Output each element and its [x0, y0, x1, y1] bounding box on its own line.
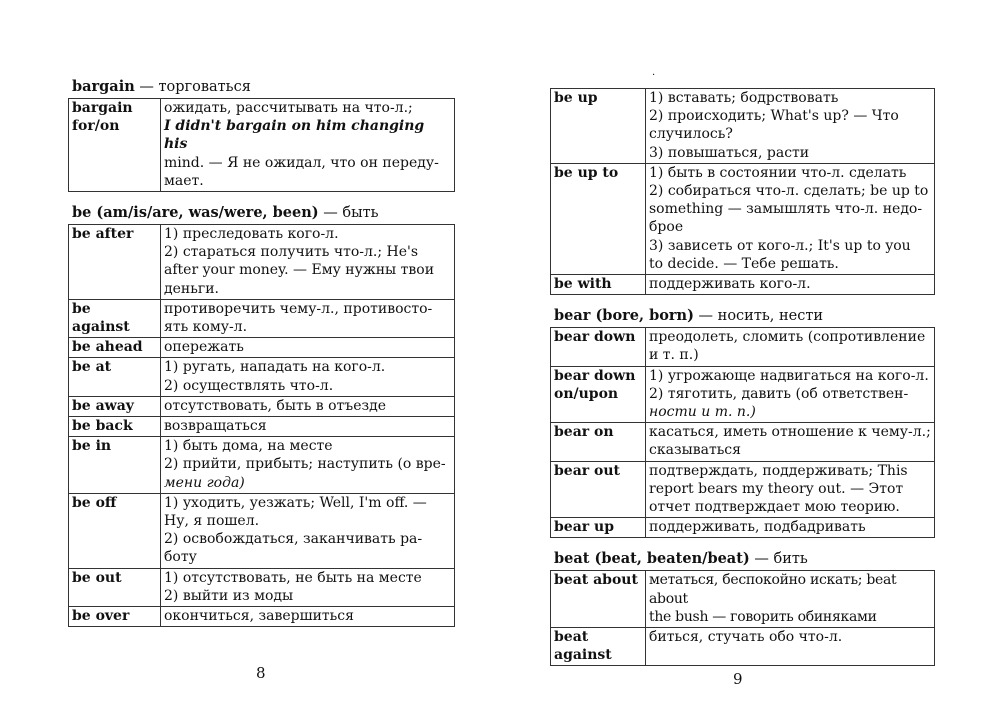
- table-row: [551, 423, 935, 461]
- term-cell: be back: [69, 417, 161, 437]
- definition-cell: окончиться, завершиться: [161, 607, 455, 627]
- definition-cell: преодолеть, сломить (сопротивление и т. п.): [646, 328, 935, 366]
- headword-bargain: bargain — торговаться: [72, 78, 251, 95]
- definition-cell: 1) отсутствовать, не быть на месте 2) выйти из моды: [161, 568, 455, 606]
- term-cell: bear on: [551, 423, 646, 461]
- print-speck: ·: [652, 70, 656, 81]
- term-cell: be up: [551, 89, 646, 164]
- left-page: [68, 78, 455, 639]
- table-row: [69, 437, 455, 494]
- definition-cell: биться, стучать обо что-л.: [646, 628, 935, 666]
- definition-cell: возвращаться: [161, 417, 455, 437]
- table-row: [551, 163, 935, 274]
- definition-cell: подтверждать, поддерживать; This report bears my theory out. — Этот отчет подтверждает мою теорию.: [646, 461, 935, 518]
- term-cell: be over: [69, 607, 161, 627]
- table-row: [69, 493, 455, 568]
- definition-cell: опережать: [161, 338, 455, 358]
- table-row: [69, 338, 455, 358]
- term-cell: bargain for/on: [69, 99, 161, 192]
- entry-table-be: [68, 224, 455, 627]
- table-row: [551, 461, 935, 518]
- definition-cell: 1) быть дома, на месте 2) прийти, прибыть; наступить (о вре- мени года): [161, 437, 455, 494]
- table-row: [551, 328, 935, 366]
- table-row: [69, 358, 455, 396]
- entry-table-bargain: [68, 98, 455, 192]
- term-cell: be after: [69, 225, 161, 300]
- term-cell: beat about: [551, 571, 646, 628]
- term-cell: be at: [69, 358, 161, 396]
- definition-cell: 1) вставать; бодрствовать 2) происходить; What's up? — Что случилось? 3) повышаться, расти: [646, 89, 935, 164]
- definition-cell: 1) ругать, нападать на кого-л. 2) осуществлять что-л.: [161, 358, 455, 396]
- entry-table-beat: [550, 570, 935, 666]
- term-cell: bear up: [551, 518, 646, 538]
- definition-cell: касаться, иметь отношение к чему-л.; сказываться: [646, 423, 935, 461]
- headword-bear: bear (bore, born) — носить, нести: [554, 307, 824, 325]
- term-cell: be in: [69, 437, 161, 494]
- term-cell: bear down: [551, 328, 646, 366]
- table-row: [69, 607, 455, 627]
- table-row: [69, 299, 455, 337]
- table-row: [69, 417, 455, 437]
- table-row: [69, 99, 455, 192]
- definition-cell: поддерживать, подбадривать: [646, 518, 935, 538]
- term-cell: bear down on/upon: [551, 366, 646, 423]
- term-cell: be ahead: [69, 338, 161, 358]
- definition-cell: ожидать, рассчитывать на что-л.; I didn't bargain on him changing his mind. — Я не ожидал, что он переду- мает.: [161, 99, 455, 192]
- definition-cell: 1) быть в состоянии что-л. сделать 2) собираться что-л. сделать; be up to something — замышлять что-л. недо- брое 3) зависеть от кого-л.; It's up to you to decide. — Тебе решать.: [646, 163, 935, 274]
- definition-cell: 1) преследовать кого-л. 2) стараться получить что-л.; He's after your money. — Ему нужны твои деньги.: [161, 225, 455, 300]
- definition-cell: метаться, беспокойно искать; beat about the bush — говорить обиняками: [646, 571, 935, 628]
- table-row: [551, 89, 935, 164]
- right-page: [550, 88, 935, 666]
- page-number-left: 8: [256, 664, 266, 682]
- page-number-right: 9: [733, 670, 743, 688]
- term-cell: be off: [69, 493, 161, 568]
- table-row: [551, 518, 935, 538]
- table-row: [69, 396, 455, 416]
- definition-cell: поддерживать кого-л.: [646, 275, 935, 295]
- headword-beat: beat (beat, beaten/beat) — бить: [554, 550, 808, 568]
- term-cell: bear out: [551, 461, 646, 518]
- table-row: [551, 275, 935, 295]
- term-cell: be away: [69, 396, 161, 416]
- term-cell: be with: [551, 275, 646, 295]
- term-cell: be out: [69, 568, 161, 606]
- definition-cell: противоречить чему-л., противосто- ять кому-л.: [161, 299, 455, 337]
- entry-table-be-continued: [550, 88, 935, 295]
- headword-be: be (am/is/are, was/were, been) — быть: [72, 204, 379, 222]
- term-cell: be up to: [551, 163, 646, 274]
- table-row: [69, 225, 455, 300]
- table-row: [69, 568, 455, 606]
- table-row: [551, 628, 935, 666]
- table-row: [551, 366, 935, 423]
- term-cell: beat against: [551, 628, 646, 666]
- entry-table-bear: [550, 327, 935, 538]
- definition-cell: 1) уходить, уезжать; Well, I'm off. — Ну, я пошел. 2) освобождаться, заканчивать ра- боту: [161, 493, 455, 568]
- table-row: [551, 571, 935, 628]
- definition-cell: отсутствовать, быть в отъезде: [161, 396, 455, 416]
- definition-cell: 1) угрожающе надвигаться на кого-л. 2) тяготить, давить (об ответствен- ности и т. п.): [646, 366, 935, 423]
- term-cell: be against: [69, 299, 161, 337]
